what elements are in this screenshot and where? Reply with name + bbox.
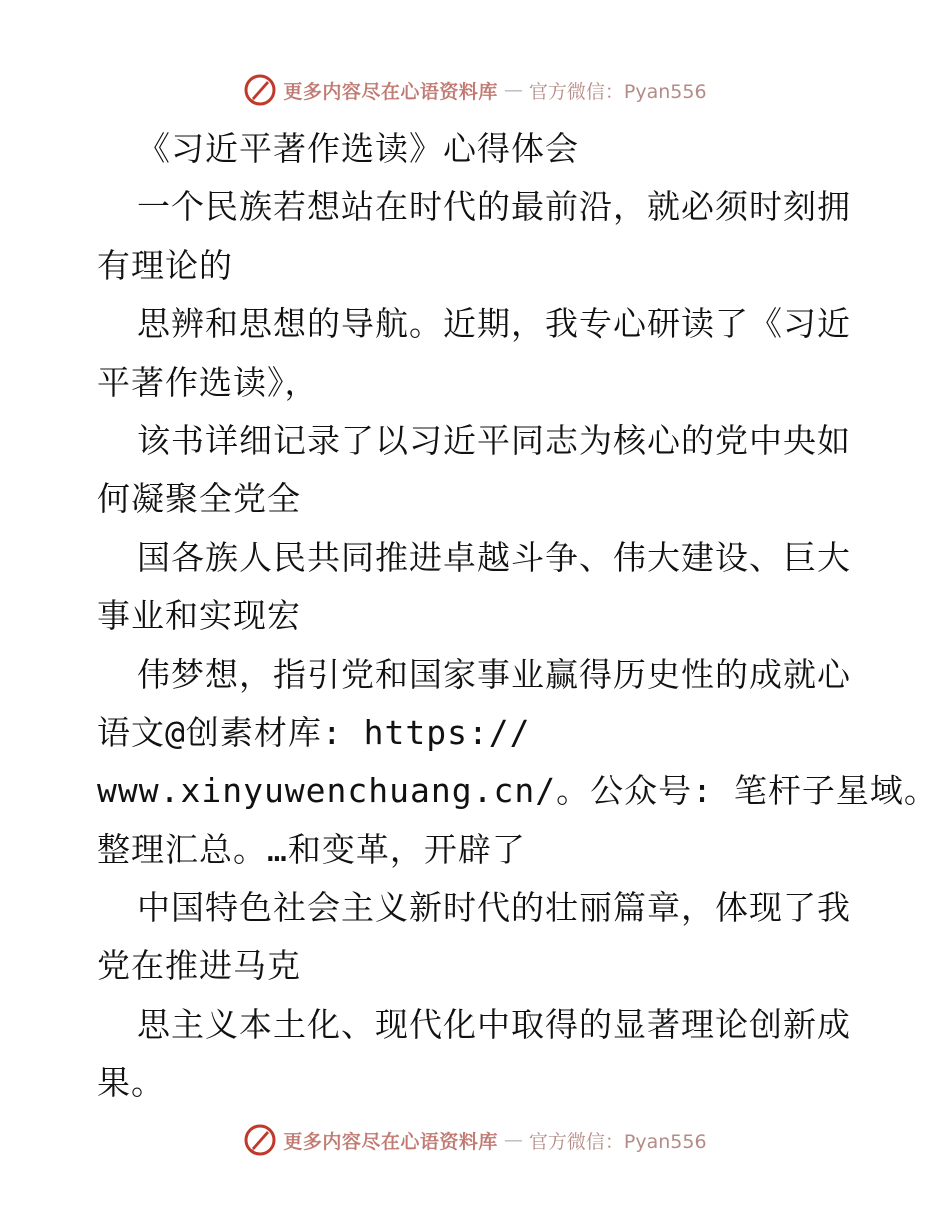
watermark-dash: —: [503, 79, 523, 101]
watermark-site-name: 更多内容尽在心语资料库: [283, 80, 498, 103]
text-line: 国各族人民共同推进卓越斗争、伟大建设、巨大: [137, 537, 851, 577]
watermark-wechat: 官方微信：Pyan556: [528, 80, 707, 103]
text-line: 事业和实现宏: [97, 596, 301, 636]
quill-logo-icon: [243, 1123, 277, 1157]
text-line: 党在推进马克: [97, 946, 301, 986]
text-line: 有理论的: [97, 245, 233, 285]
text-line: 整理汇总。…和变革，开辟了: [97, 829, 526, 869]
footer-watermark: [0, 1120, 950, 1160]
text-line: 思主义本土化、现代化中取得的显著理论创新成: [137, 1004, 851, 1044]
text-line: 语文@创素材库: https://: [97, 712, 531, 752]
document-body: [97, 120, 938, 1113]
text-line: www.xinyuwenchuang.cn/。公众号: 笔杆子星域。: [97, 771, 938, 811]
text-line: 何凝聚全党全: [97, 479, 301, 519]
text-line: 该书详细记录了以习近平同志为核心的党中央如: [137, 420, 851, 460]
text-line: 思辨和思想的导航。近期，我专心研读了《习近: [137, 304, 851, 344]
text-line: 伟梦想，指引党和国家事业赢得历史性的成就心: [137, 654, 851, 694]
watermark-wechat: 官方微信：Pyan556: [528, 1130, 707, 1153]
text-line: 《习近平著作选读》心得体会: [137, 129, 579, 168]
text-line: 平著作选读》，: [97, 362, 319, 402]
text-line: 果。: [97, 1063, 165, 1103]
header-watermark: [0, 70, 950, 110]
watermark-site-name: 更多内容尽在心语资料库: [283, 1130, 498, 1153]
quill-logo-icon: [243, 73, 277, 107]
text-line: 中国特色社会主义新时代的壮丽篇章，体现了我: [137, 888, 851, 928]
watermark-dash: —: [503, 1129, 523, 1151]
text-line: 一个民族若想站在时代的最前沿，就必须时刻拥: [137, 187, 851, 227]
